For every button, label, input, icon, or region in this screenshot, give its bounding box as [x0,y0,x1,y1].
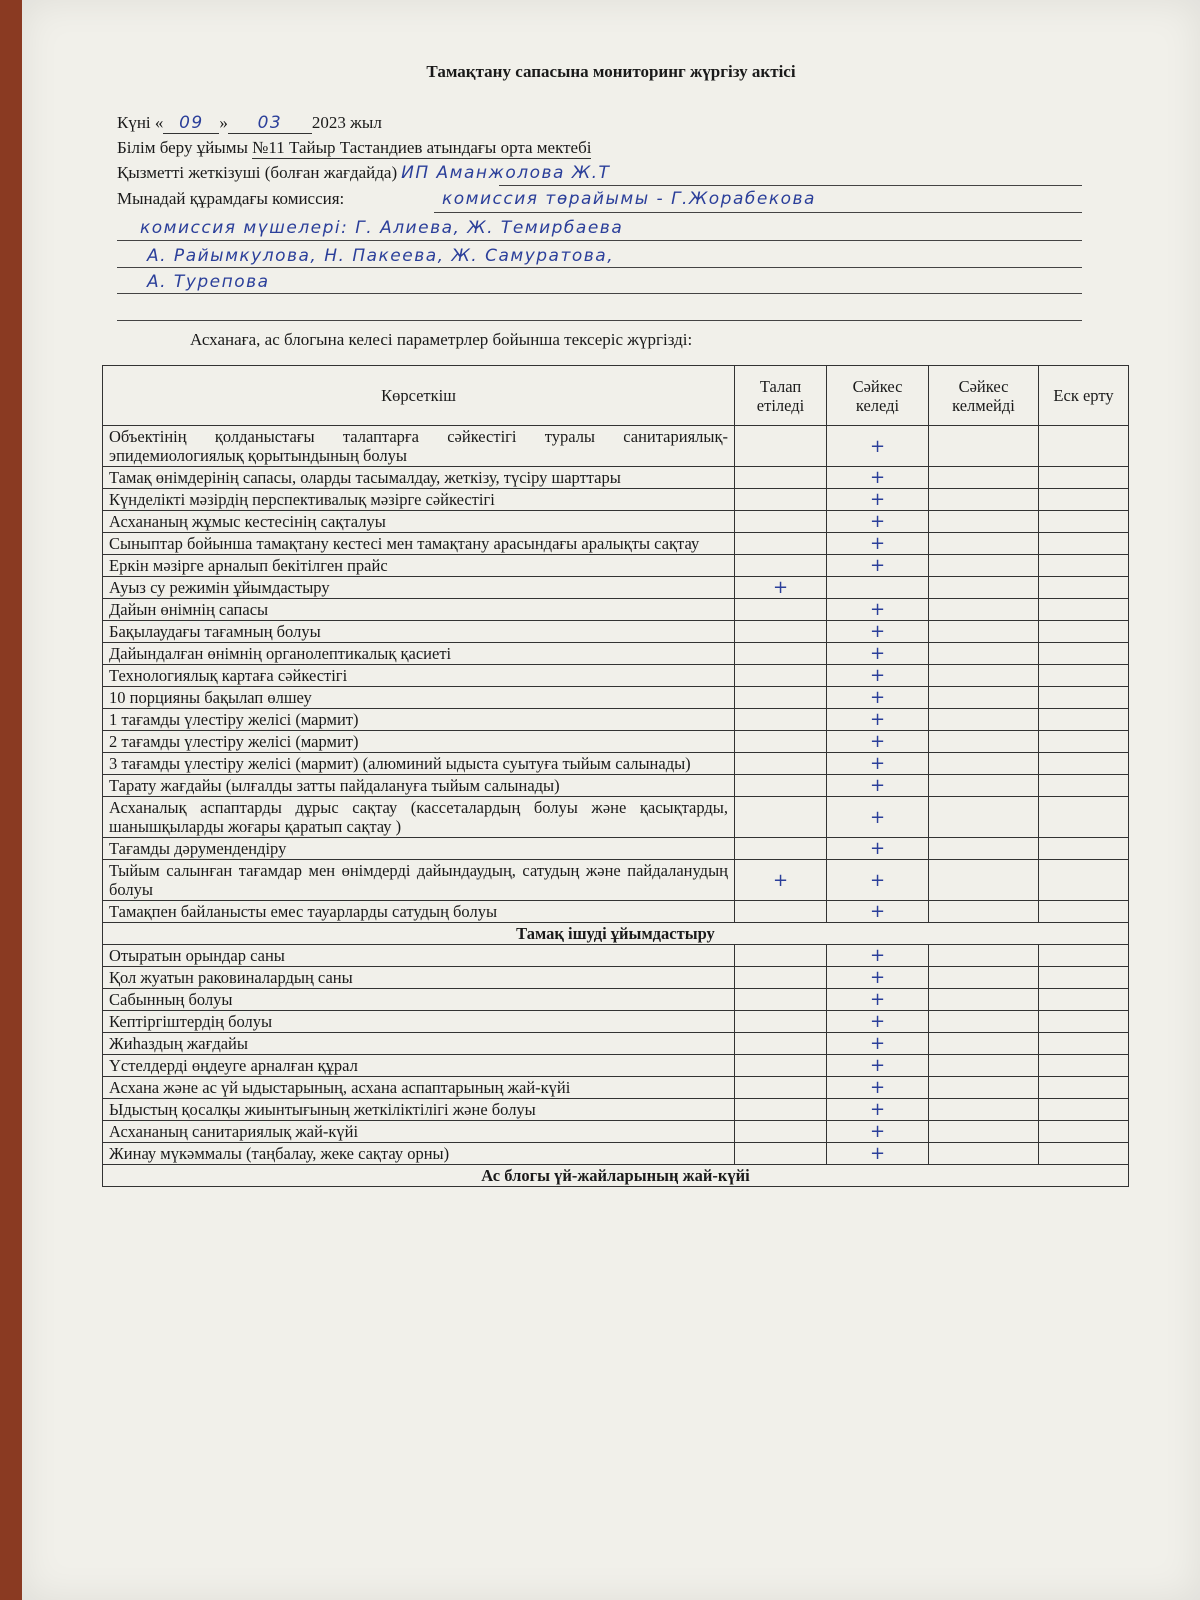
cell-note [1039,426,1129,467]
cell-required [735,621,827,643]
check-mark: + [869,709,886,730]
school-line [117,138,591,159]
row-indicator: 3 тағамды үлестіру желісі (мармит) (алюминий ыдыста суытуға тыйым салынады) [103,753,735,775]
cell-compliant [827,989,929,1011]
check-mark: + [869,533,886,554]
check-mark: + [869,806,886,828]
commission-line-1: комиссия төрайымы - Г.Жорабекова [442,189,816,209]
cell-compliant [827,945,929,967]
header-compliant: Сәйкес келеді [827,366,929,426]
cell-noncompliant [929,1077,1039,1099]
check-mark: + [869,511,886,532]
check-mark: + [869,1143,886,1164]
cell-note [1039,945,1129,967]
table-row [103,511,1129,533]
cell-note [1039,599,1129,621]
table-row [103,709,1129,731]
cell-compliant [827,511,929,533]
cell-note [1039,665,1129,687]
check-mark: + [869,489,886,510]
check-mark: + [869,665,886,686]
school-label: Білім беру ұйымы [117,138,248,157]
commission-underline-3 [117,267,1082,268]
cell-required [735,967,827,989]
date-month: 03 [257,113,283,133]
cell-note [1039,511,1129,533]
table-row [103,967,1129,989]
row-indicator: Асхананың санитариялық жай-күйі [103,1121,735,1143]
row-indicator: 2 тағамды үлестіру желісі (мармит) [103,731,735,753]
cell-compliant [827,643,929,665]
cell-compliant [827,533,929,555]
cell-compliant [827,467,929,489]
cell-compliant [827,838,929,860]
cell-note [1039,775,1129,797]
cell-required [735,511,827,533]
row-indicator: Тағамды дәрумендендіру [103,838,735,860]
table-row [103,797,1129,838]
check-mark: + [869,869,886,891]
table-row [103,599,1129,621]
check-mark: + [772,869,789,891]
cell-compliant [827,731,929,753]
cell-compliant [827,775,929,797]
cell-note [1039,967,1129,989]
check-mark: + [869,1099,886,1120]
table-row [103,838,1129,860]
cell-noncompliant [929,1121,1039,1143]
table-row [103,775,1129,797]
supplier-underline [499,185,1082,186]
cell-compliant [827,489,929,511]
row-indicator: Асхананың жұмыс кестесінің сақталуы [103,511,735,533]
table-row [103,1099,1129,1121]
cell-required [735,731,827,753]
cell-note [1039,838,1129,860]
cell-required [735,709,827,731]
cell-noncompliant [929,989,1039,1011]
cell-required [735,989,827,1011]
section-title-premises: Ас блогы үй-жайларының жай-күйі [103,1165,1129,1187]
cell-required [735,665,827,687]
check-mark: + [869,731,886,752]
cell-noncompliant [929,1011,1039,1033]
table-row [103,577,1129,599]
table-row [103,860,1129,901]
cell-required [735,1011,827,1033]
check-mark: + [869,555,886,576]
cell-noncompliant [929,467,1039,489]
cell-required [735,1121,827,1143]
document-page [22,0,1200,1600]
cell-noncompliant [929,1099,1039,1121]
check-mark: + [869,1011,886,1032]
cell-required [735,426,827,467]
row-indicator: Тарату жағдайы (ылғалды затты пайдалануға тыйым салынады) [103,775,735,797]
date-day: 09 [179,113,204,133]
check-mark: + [869,775,886,796]
row-indicator: Жинау мүкәммалы (таңбалау, жеке сақтау орны) [103,1143,735,1165]
cell-note [1039,1055,1129,1077]
commission-underline-2 [117,240,1082,241]
cell-compliant [827,665,929,687]
commission-underline-1 [434,212,1082,213]
row-indicator: Тамақ өнімдерінің сапасы, оларды тасымалдау, жеткізу, түсіру шарттары [103,467,735,489]
check-mark: + [869,1033,886,1054]
row-indicator: Сыныптар бойынша тамақтану кестесі мен тамақтану арасындағы аралықты сақтау [103,533,735,555]
cell-note [1039,901,1129,923]
row-indicator: Асханалық аспаптарды дұрыс сақтау (кассеталардың болуы және қасықтарды, шанышқыларды жоғары қаратып сақтау ) [103,797,735,838]
row-indicator: Асхана және ас үй ыдыстарының, асхана аспаптарының жай-күйі [103,1077,735,1099]
commission-line-4: А. Турепова [147,272,270,292]
check-mark: + [869,643,886,664]
check-mark: + [869,753,886,774]
cell-noncompliant [929,426,1039,467]
cell-noncompliant [929,665,1039,687]
date-year: 2023 жыл [311,113,382,132]
cell-note [1039,643,1129,665]
cell-noncompliant [929,599,1039,621]
cell-note [1039,1143,1129,1165]
row-indicator: Ыдыстың қосалқы жиынтығының жеткіліктілігі және болуы [103,1099,735,1121]
cell-required [735,1077,827,1099]
cell-required [735,533,827,555]
row-indicator: Отыратын орындар саны [103,945,735,967]
table-row [103,989,1129,1011]
row-indicator: Дайындалған өнімнің органолептикалық қасиеті [103,643,735,665]
cell-note [1039,753,1129,775]
cell-note [1039,797,1129,838]
row-indicator: Бақылаудағы тағамның болуы [103,621,735,643]
cell-noncompliant [929,1055,1039,1077]
cell-compliant [827,577,929,599]
header-indicator: Көрсеткіш [103,366,735,426]
table-row [103,1121,1129,1143]
cell-note [1039,621,1129,643]
cell-noncompliant [929,489,1039,511]
row-indicator: Күнделікті мәзірдің перспективалық мәзірге сәйкестігі [103,489,735,511]
row-indicator: 10 порцияны бақылап өлшеу [103,687,735,709]
cell-note [1039,1121,1129,1143]
check-mark: + [869,901,886,922]
cell-compliant [827,1099,929,1121]
monitoring-table [102,365,1129,1187]
header-note: Еск ерту [1039,366,1129,426]
cell-note [1039,860,1129,901]
table-row [103,621,1129,643]
table-row [103,533,1129,555]
check-mark: + [869,967,886,988]
cell-note [1039,533,1129,555]
cell-required [735,1099,827,1121]
cell-required [735,489,827,511]
table-row [103,489,1129,511]
section-title-dining: Тамақ ішуді ұйымдастыру [103,923,1129,945]
cell-noncompliant [929,797,1039,838]
table-row [103,1077,1129,1099]
cell-noncompliant [929,775,1039,797]
table-row [103,643,1129,665]
cell-noncompliant [929,577,1039,599]
cell-noncompliant [929,621,1039,643]
cell-required [735,599,827,621]
check-mark: + [772,577,789,598]
row-indicator: Кептіргіштердің болуы [103,1011,735,1033]
cell-note [1039,687,1129,709]
supplier-label: Қызметті жеткізуші (болған жағдайда) [117,163,398,182]
row-indicator: Ауыз су режимін ұйымдастыру [103,577,735,599]
cell-compliant [827,709,929,731]
commission-label: Мынадай құрамдағы комиссия: [117,189,345,208]
cell-note [1039,467,1129,489]
cell-compliant [827,555,929,577]
cell-noncompliant [929,643,1039,665]
cell-noncompliant [929,967,1039,989]
document-title: Тамақтану сапасына мониторинг жүргізу актісі [426,62,796,81]
row-indicator: 1 тағамды үлестіру желісі (мармит) [103,709,735,731]
cell-note [1039,709,1129,731]
row-indicator: Еркін мәзірге арналып бекітілген прайс [103,555,735,577]
cell-note [1039,489,1129,511]
cell-compliant [827,599,929,621]
cell-required [735,643,827,665]
check-mark: + [869,621,886,642]
cell-noncompliant [929,753,1039,775]
cell-compliant [827,1033,929,1055]
cell-required [735,901,827,923]
row-indicator: Қол жуатын раковиналардың саны [103,967,735,989]
cell-compliant [827,1055,929,1077]
cell-noncompliant [929,1143,1039,1165]
cell-noncompliant [929,838,1039,860]
row-indicator: Үстелдерді өңдеуге арналған құрал [103,1055,735,1077]
cell-noncompliant [929,687,1039,709]
check-mark: + [869,1077,886,1098]
table-row [103,687,1129,709]
date-mid: » [219,113,228,132]
cell-compliant [827,797,929,838]
header-noncompliant: Сәйкес келмейді [929,366,1039,426]
cell-compliant [827,967,929,989]
cell-required [735,945,827,967]
cell-compliant [827,1077,929,1099]
cell-required [735,797,827,838]
commission-line-3: А. Райымкулова, Н. Пакеева, Ж. Самуратова, [147,246,615,266]
table-row [103,901,1129,923]
cell-note [1039,989,1129,1011]
check-mark: + [869,1055,886,1076]
table-row [103,555,1129,577]
commission-underline-5 [117,320,1082,321]
date-prefix: Күні « [117,113,164,132]
table-row [103,665,1129,687]
cell-noncompliant [929,731,1039,753]
cell-note [1039,555,1129,577]
cell-required [735,577,827,599]
cell-compliant [827,687,929,709]
cell-required [735,753,827,775]
cell-noncompliant [929,533,1039,555]
cell-note [1039,577,1129,599]
cell-compliant [827,901,929,923]
cell-required [735,687,827,709]
cell-noncompliant [929,860,1039,901]
row-indicator: Сабынның болуы [103,989,735,1011]
table-row [103,1011,1129,1033]
cell-noncompliant [929,511,1039,533]
check-mark: + [869,435,886,457]
supplier-line [117,163,610,183]
table-row [103,753,1129,775]
check-mark: + [869,1121,886,1142]
cell-noncompliant [929,1033,1039,1055]
cell-compliant [827,426,929,467]
commission-underline-4 [117,293,1082,294]
row-indicator: Технологиялық картаға сәйкестігі [103,665,735,687]
check-mark: + [869,599,886,620]
intro-text: Асханаға, ас блогына келесі параметрлер бойынша тексеріс жүргізді: [190,330,693,349]
cell-compliant [827,753,929,775]
check-mark: + [869,838,886,859]
cell-compliant [827,1121,929,1143]
row-indicator: Тамақпен байланысты емес тауарларды сатудың болуы [103,901,735,923]
cell-note [1039,1077,1129,1099]
cell-required [735,838,827,860]
cell-required [735,1055,827,1077]
row-indicator: Дайын өнімнің сапасы [103,599,735,621]
row-indicator: Жиһаздың жағдайы [103,1033,735,1055]
cell-noncompliant [929,709,1039,731]
table-row [103,1033,1129,1055]
cell-noncompliant [929,901,1039,923]
supplier-name: ИП Аманжолова Ж.Т [401,163,611,183]
cell-compliant [827,1011,929,1033]
cell-required [735,555,827,577]
check-mark: + [869,945,886,966]
cell-note [1039,731,1129,753]
check-mark: + [869,467,886,488]
cell-note [1039,1011,1129,1033]
row-indicator: Тыйым салынған тағамдар мен өнімдерді дайындаудың, сатудың және пайдаланудың болуы [103,860,735,901]
table-row [103,1143,1129,1165]
table-row [103,1055,1129,1077]
row-indicator: Объектінің қолданыстағы талаптарға сәйкестігі туралы санитариялық-эпидемиологиялық қорытындының болуы [103,426,735,467]
table-row [103,945,1129,967]
cell-required [735,860,827,901]
cell-note [1039,1033,1129,1055]
cell-required [735,1143,827,1165]
table-row [103,467,1129,489]
header-required: Талап етіледі [735,366,827,426]
commission-line-2: комиссия мүшелері: Г. Алиева, Ж. Темирбаева [140,218,624,238]
cell-compliant [827,1143,929,1165]
date-line [117,113,382,134]
cell-compliant [827,621,929,643]
check-mark: + [869,989,886,1010]
cell-compliant [827,860,929,901]
table-row [103,426,1129,467]
check-mark: + [869,687,886,708]
cell-required [735,1033,827,1055]
table-row [103,731,1129,753]
cell-required [735,467,827,489]
cell-noncompliant [929,555,1039,577]
cell-required [735,775,827,797]
cell-noncompliant [929,945,1039,967]
cell-note [1039,1099,1129,1121]
school-name: №11 Тайыр Тастандиев атындағы орта мектебі [252,138,592,157]
